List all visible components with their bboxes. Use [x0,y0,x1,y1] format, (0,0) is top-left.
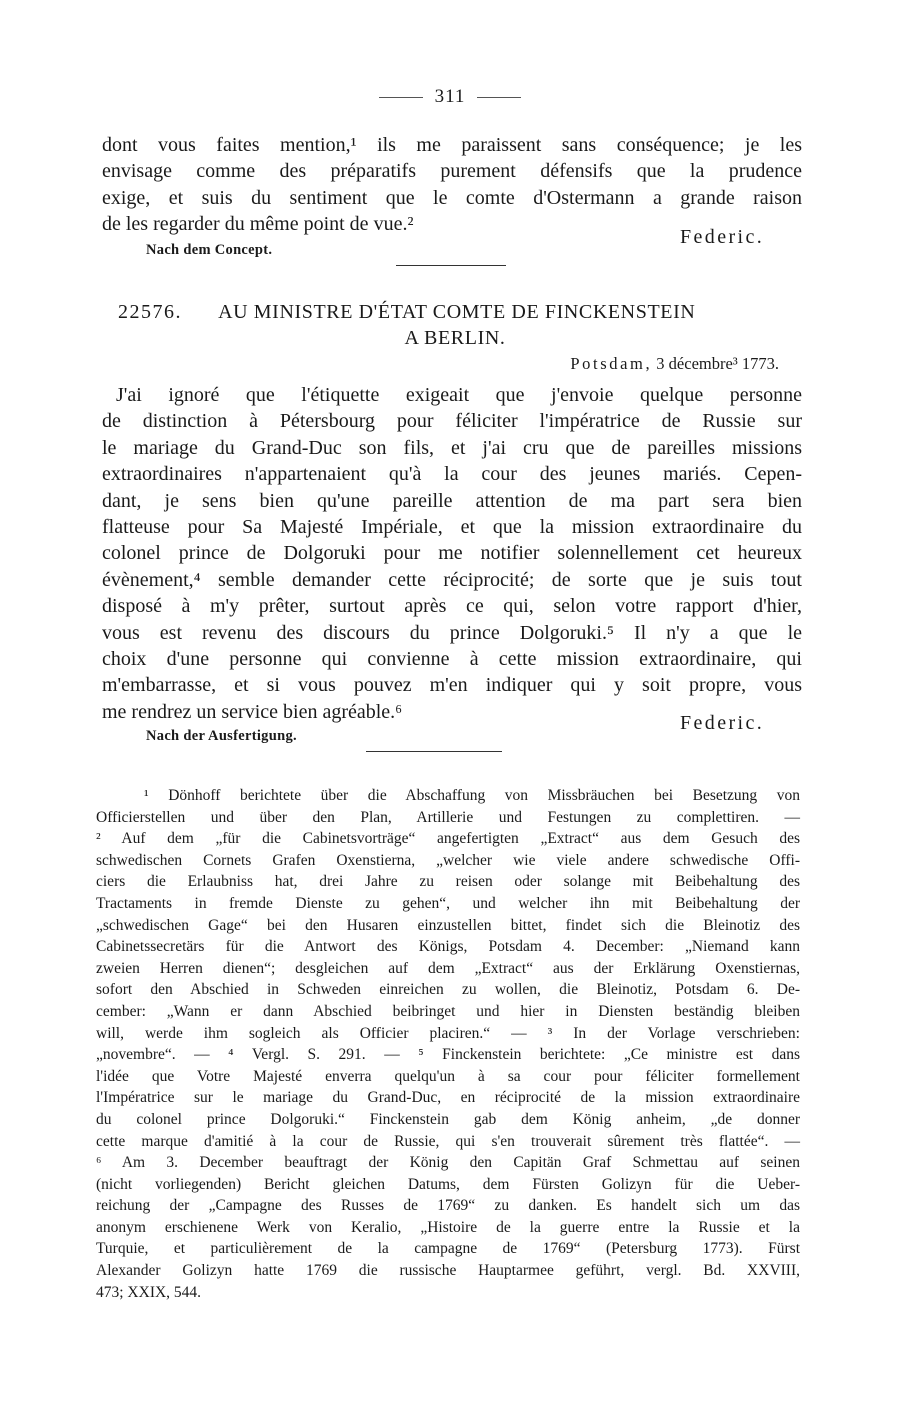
letter2-line: le mariage du Grand-Duc son fils, et j'ai cru que de pareilles missions [102,436,802,459]
letter2-source-note: Nach der Ausfertigung. [146,728,297,744]
footnote-line: „schwedischen Gage“ bei den Husaren einzustellen bittet, findet sich die Bleinotiz des [96,916,800,934]
letter1-signature: Federic. [680,226,765,248]
letter2-line: extraordinaires n'appartenaient qu'à la cour des jeunes mariés. Cepen- [102,463,802,486]
recipient-line: AU MINISTRE D'ÉTAT COMTE DE FINCKENSTEIN [218,301,696,323]
footnote-line: ciers die Erlaubniss hat, drei Jahre zu reisen oder solange mit Beibehaltung des [96,873,800,891]
letter1-line: envisage comme des préparatifs purement défensifs que la prudence [102,160,802,183]
header-dash-right [477,97,521,98]
letter-number: 22576. [118,301,182,323]
footnote-line: reichung der „Campagne des Russes de 1769“ zu danken. Es handelt sich um das [96,1197,800,1215]
header-dash-left [379,97,423,98]
footnote-line: zweien Herren dienen“; desgleichen auf dem „Extract“ aus der Erklärung Oxenstiernas, [96,959,800,977]
footnote-line: cember: „Wann er dann Abschied beibringet und hier in Diensten beständig bleiben [96,1002,800,1020]
footnote-line: cette marque d'amitié à la cour de Russie, qui s'en trouverait sûrement très flattée“. — [96,1132,800,1150]
letter1-line: dont vous faites mention,¹ ils me paraissent sans conséquence; je les [102,134,802,156]
footnote-line: 473; XXIX, 544. [96,1283,202,1301]
footnote-line: Tractaments in fremde Dienste zu gehen“, und welcher ihn mit Beibehaltung der [96,894,800,912]
letter2-line: me rendrez un service bien agréable.⁶ [102,700,403,723]
footnote-line: sofort den Abschied in Schweden einreichen zu wollen, die Bleinotiz, Potsdam 6. De- [96,981,800,999]
letter1-line: de les regarder du même point de vue.² [102,213,414,236]
letter1-text [102,132,802,238]
footnote-line: ¹ Dönhoff berichtete über die Abschaffung von Missbräuchen bei Besetzung von [144,787,800,804]
letter1-source-note: Nach dem Concept. [146,242,273,258]
letter2-line: colonel prince de Dolgoruki pour me notifier solennellement cet heureux [102,542,802,565]
letter2-dateline [570,354,779,374]
letter2-signature: Federic. [680,712,765,734]
letter1-line: exige, et suis du sentiment que le comte d'Ostermann a grande raison [102,186,802,209]
footnotes [96,785,800,1303]
letter2-line: choix d'une personne qui convienne à cette mission extraordinaire, qui [102,648,802,671]
letter2-line: de distinction à Pétersbourg pour féliciter l'impératrice de Russie sur [102,410,802,433]
footnote-line: l'idée que Votre Majesté enverra quelqu'un à sa cour pour féliciter formellement [96,1067,800,1085]
letter2-heading [118,301,695,324]
footnote-line: Turquie, et particulièrement de la campagne de 1769“ (Petersburg 1773). Fürst [96,1240,800,1258]
letter-date: 3 décembre³ 1773. [656,354,779,373]
footnote-line: will, werde ihm sogleich als Officier placiren.“ — ³ In der Vorlage verschrieben: [96,1024,800,1042]
footnote-line: anonym erschienene Werk von Keralio, „Histoire de la guerre entre la Russie et la [96,1218,800,1236]
letter2-text [102,382,802,725]
footnote-line: ⁶ Am 3. December beauftragt der König den Capitän Graf Schmettau auf seinen [96,1154,800,1172]
footnote-line: l'Impératrice sur le mariage du Grand-Duc, en réciprocité de la mission extraordinaire [96,1089,800,1107]
letter2-line: disposé à m'y prêter, surtout après ce qui, selon votre rapport d'hier, [102,595,802,618]
letter-place: Potsdam, [570,354,653,373]
letter2-line: J'ai ignoré que l'étiquette exigeait que j'envoie quelque personne [116,384,802,406]
footnote-line: ² Auf dem „für die Cabinetsvorträge“ angefertigten „Extract“ aus dem Gesuch des [96,830,800,848]
separator-rule [366,751,502,752]
footnote-line: du colonel prince Dolgoruki.“ Finckenstein gab dem König anheim, „de donner [96,1110,800,1128]
footnote-line: schwedischen Cornets Grafen Oxenstierna, „welcher wie viele andere schwedische Offi- [96,851,800,869]
letter2-line: vous est revenu des discours du prince Dolgoruki.⁵ Il n'y a que le [102,621,802,644]
page-header [0,86,900,108]
letter2-line: dant, je sens bien qu'une pareille attention de ma part sera bien [102,489,802,512]
footnote-line: Alexander Golizyn hatte 1769 die russische Hauptarmee geführt, vergl. Bd. XXVIII, [96,1262,800,1280]
footnote-line: Cabinetssecretärs für die Antwort des Königs, Potsdam 4. December: „Niemand kann [96,938,800,956]
letter2-line: flatteuse pour Sa Majesté Impériale, et que la mission extraordinaire du [102,516,802,539]
recipient-city: A BERLIN. [404,327,506,349]
footnote-line: Officierstellen und über den Plan, Artillerie und Festungen zu complettiren. — [96,808,800,826]
footnote-line: „novembre“. — ⁴ Vergl. S. 291. — ⁵ Finckenstein berichtete: „Ce ministre est dans [96,1046,800,1064]
page-number: 311 [434,86,466,107]
separator-rule [396,265,506,266]
letter2-line: évènement,⁴ semble demander cette réciprocité; de sorte que je suis tout [102,568,802,591]
footnote-line: (nicht vorliegenden) Bericht gleichen Datums, dem Fürsten Golizyn für die Ueber- [96,1175,800,1193]
letter2-line: m'embarrasse, et si vous pouvez m'en indiquer qui y soit propre, vous [102,674,802,697]
